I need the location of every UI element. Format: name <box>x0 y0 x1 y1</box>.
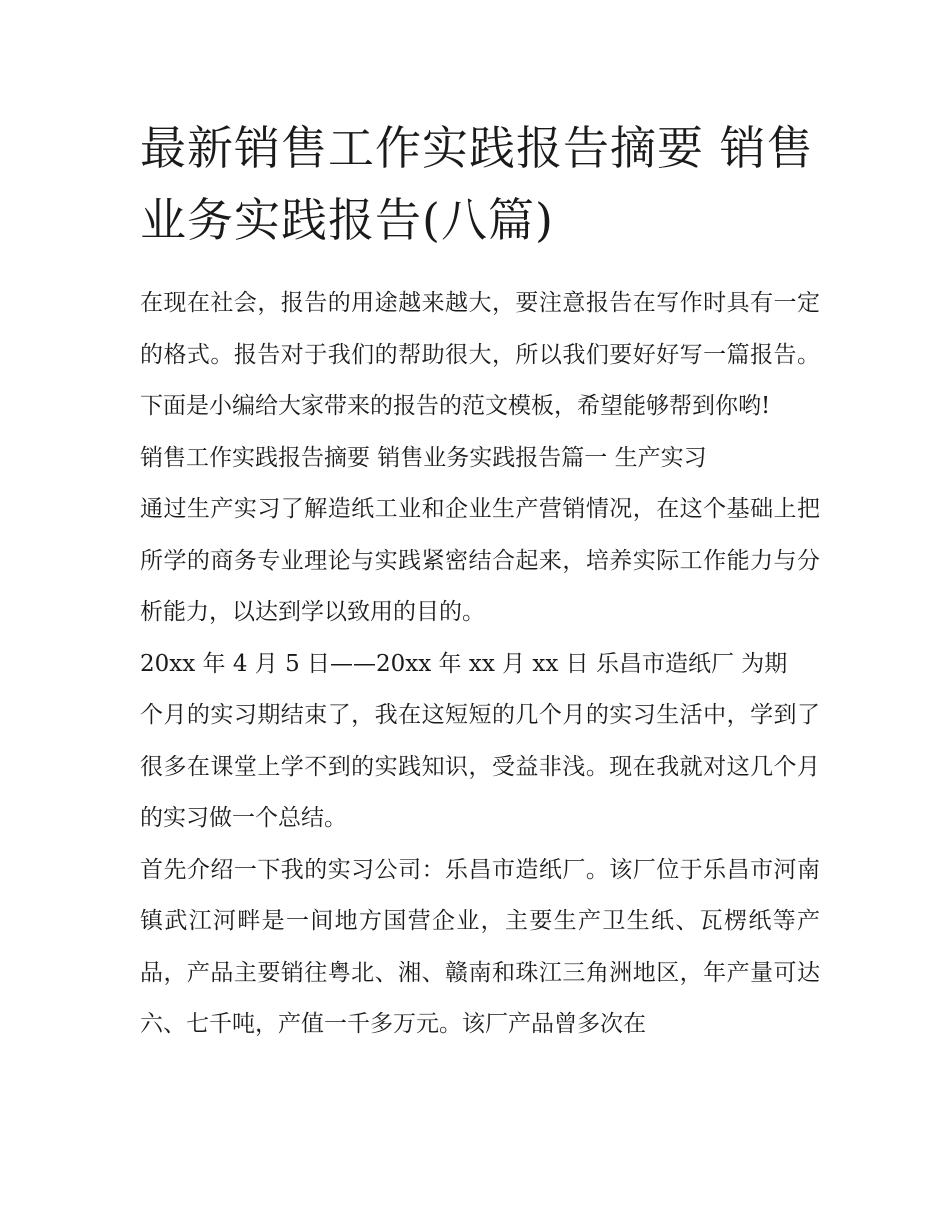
paragraph-section-heading: 销售工作实践报告摘要 销售业务实践报告篇一 生产实习 <box>140 444 707 471</box>
paragraph-intro: 在现在社会，报告的用途越来越大，要注意报告在写作时具有一定的格式。报告对于我们的帮助很大，所以我们要好好写一篇报告。下面是小编给大家带来的报告的范文模板，希望能够帮到你哟! <box>140 290 820 419</box>
paragraph-purpose: 通过生产实习了解造纸工业和企业生产营销情况，在这个基础上把所学的商务专业理论与实践紧密结合起来，培养实际工作能力与分析能力，以达到学以致用的目的。 <box>140 496 820 625</box>
paragraph-dates: 20xx 年 4 月 5 日——20xx 年 xx 月 xx 日 乐昌市造纸厂 为期 <box>140 650 788 677</box>
paragraph-company: 首先介绍一下我的实习公司：乐昌市造纸厂。该厂位于乐昌市河南镇武江河畔是一间地方国营企业，主要生产卫生纸、瓦楞纸等产品，产品主要销往粤北、湘、赣南和珠江三角洲地区，年产量可达六、七千吨，产值一千多万元。该厂产品曾多次在 <box>140 856 820 1037</box>
document-body <box>140 278 820 1051</box>
paragraph-summary: 个月的实习期结束了，我在这短短的几个月的实习生活中，学到了很多在课堂上学不到的实践知识，受益非浅。现在我就对这几个月的实习做一个总结。 <box>140 702 820 831</box>
document-title: 最新销售工作实践报告摘要 销售业务实践报告(八篇) <box>140 121 814 247</box>
